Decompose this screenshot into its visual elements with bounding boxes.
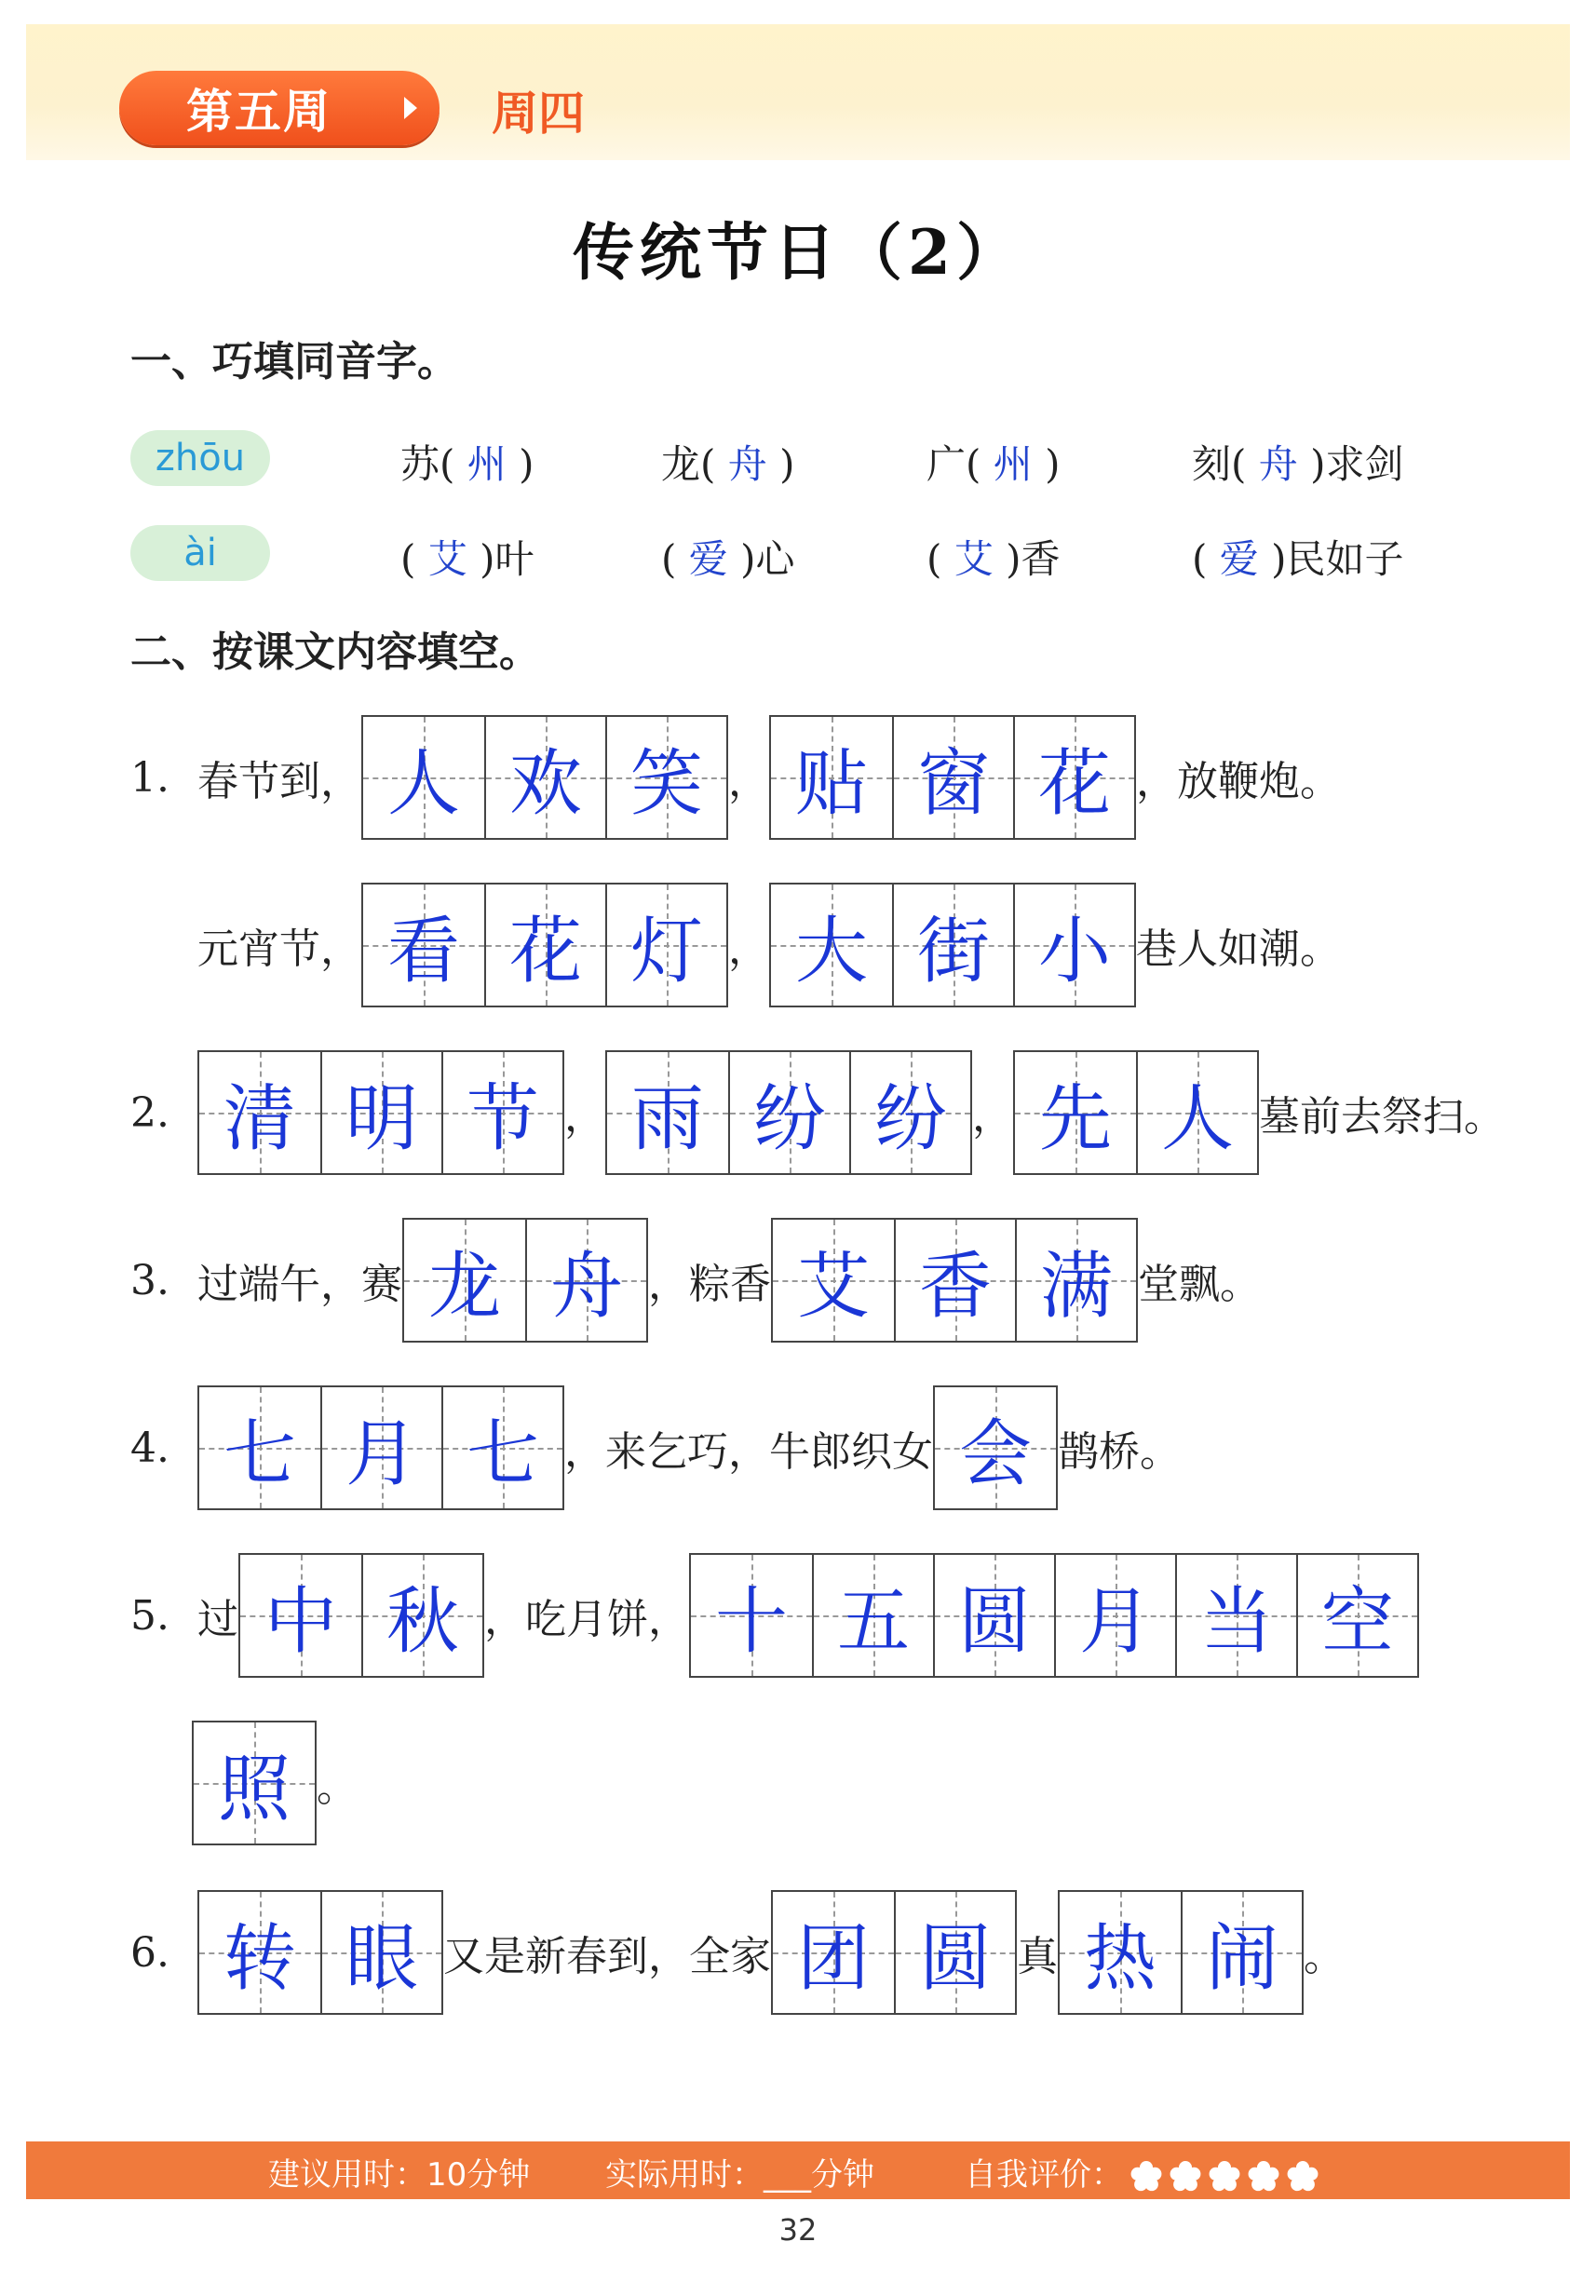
line-text: 过 — [197, 1596, 238, 1643]
fill-line — [130, 1050, 1505, 1175]
line-text: ， — [972, 1093, 1013, 1141]
answer-char: 花 — [1037, 742, 1111, 826]
tianzige-cell[interactable] — [605, 885, 726, 1006]
answer-box-group — [771, 1890, 1017, 2015]
answer-box-group — [197, 1890, 443, 2015]
tianzige-cell[interactable] — [892, 717, 1013, 838]
answer-box-group — [197, 1050, 564, 1175]
item-number: 3. — [130, 1256, 169, 1304]
tianzige-cell[interactable] — [773, 1220, 894, 1341]
tianzige-cell[interactable] — [1181, 1892, 1302, 2013]
tianzige-cell[interactable] — [441, 1387, 562, 1508]
answer-char: 人 — [386, 742, 460, 826]
item-number: 4. — [130, 1424, 169, 1472]
answer-char: 舟 — [549, 1245, 623, 1329]
flower-star-icon[interactable] — [1209, 2161, 1240, 2193]
tianzige-cell[interactable] — [484, 885, 605, 1006]
answer-char: 纷 — [873, 1077, 947, 1161]
self-evaluation-label: 自我评价： — [965, 2156, 1123, 2194]
fill-line — [130, 1553, 1419, 1678]
answer-char: 窗 — [916, 742, 990, 826]
self-evaluation — [965, 2149, 1319, 2195]
line-text: 元宵节， — [197, 925, 361, 973]
tianzige-cell[interactable] — [892, 885, 1013, 1006]
tianzige-cell[interactable] — [199, 1892, 320, 2013]
tianzige-cell[interactable] — [320, 1052, 441, 1173]
line-text: 巷人如潮。 — [1136, 925, 1341, 973]
answer-box-group — [769, 883, 1136, 1007]
flower-star-icon[interactable] — [1287, 2161, 1319, 2193]
answer-text: 舟 — [1246, 441, 1311, 487]
fill-line — [130, 1218, 1261, 1343]
line-text: 。 — [1304, 1933, 1345, 1980]
answer-box-group — [361, 883, 728, 1007]
tianzige-cell[interactable] — [607, 1052, 728, 1173]
tianzige-cell[interactable] — [812, 1555, 933, 1676]
line-text: 真 — [1017, 1933, 1058, 1980]
answer-char: 笑 — [629, 742, 703, 826]
answer-char: 秋 — [385, 1580, 459, 1664]
answer-box-group — [1058, 1890, 1304, 2015]
tianzige-cell[interactable] — [1013, 885, 1134, 1006]
tianzige-cell[interactable] — [771, 885, 892, 1006]
suggested-time: 建议用时：10分钟 — [268, 2156, 531, 2194]
line-text: ，放鞭炮。 — [1136, 758, 1341, 805]
tianzige-cell[interactable] — [773, 1892, 894, 2013]
line-text: ， — [728, 758, 769, 805]
tianzige-cell[interactable] — [771, 717, 892, 838]
tianzige-cell[interactable] — [691, 1555, 812, 1676]
homophone-item: 苏( 州 ) — [400, 441, 534, 487]
answer-char: 先 — [1038, 1077, 1112, 1161]
answer-char: 花 — [508, 910, 582, 993]
line-text: 堂飘。 — [1138, 1261, 1261, 1308]
section2-heading: 二、按课文内容填空。 — [130, 628, 540, 676]
homophone-item: ( 艾 )香 — [926, 536, 1061, 582]
answer-box-group — [771, 1218, 1138, 1343]
answer-text: 州 — [981, 441, 1046, 487]
tianzige-cell[interactable] — [320, 1892, 441, 2013]
answer-char: 人 — [1160, 1077, 1234, 1161]
line-text: ， — [564, 1093, 605, 1141]
homophone-item: 广( 州 ) — [926, 441, 1061, 487]
tianzige-cell[interactable] — [933, 1555, 1054, 1676]
line-text: ， — [728, 925, 769, 973]
fill-line — [130, 1385, 1181, 1510]
day-label: 周四 — [492, 87, 585, 141]
answer-text: 舟 — [715, 441, 780, 487]
answer-text: 艾 — [415, 536, 480, 582]
tianzige-cell[interactable] — [1296, 1555, 1417, 1676]
tianzige-cell[interactable] — [894, 1892, 1015, 2013]
answer-char: 贴 — [794, 742, 868, 826]
answer-char: 团 — [796, 1917, 870, 2001]
answer-text: 艾 — [941, 536, 1007, 582]
answer-box-group — [238, 1553, 484, 1678]
tianzige-cell[interactable] — [404, 1220, 525, 1341]
fill-line — [130, 715, 1341, 840]
answer-char: 节 — [466, 1077, 539, 1161]
answer-char: 中 — [264, 1580, 337, 1664]
answer-char: 雨 — [630, 1077, 704, 1161]
homophone-item: ( 艾 )叶 — [400, 536, 534, 582]
answer-char: 龙 — [427, 1245, 501, 1329]
line-text: 。 — [317, 1763, 358, 1811]
answer-text: 爱 — [1207, 536, 1272, 582]
answer-char: 清 — [223, 1077, 296, 1161]
answer-char: 看 — [386, 910, 460, 993]
answer-char: 月 — [1078, 1580, 1152, 1664]
tianzige-cell[interactable] — [1054, 1555, 1175, 1676]
answer-box-group — [605, 1050, 972, 1175]
tianzige-cell[interactable] — [1013, 717, 1134, 838]
answer-box-group — [361, 715, 728, 840]
tianzige-cell[interactable] — [1175, 1555, 1296, 1676]
answer-box-group — [1013, 1050, 1259, 1175]
answer-char: 圆 — [957, 1580, 1031, 1664]
fill-line — [130, 1890, 1345, 2015]
tianzige-cell[interactable] — [849, 1052, 970, 1173]
answer-char: 闹 — [1205, 1917, 1278, 2001]
homophone-item: 龙( 舟 ) — [661, 441, 795, 487]
tianzige-cell[interactable] — [240, 1555, 361, 1676]
line-text: 又是新春到，全家 — [443, 1933, 771, 1980]
answer-char: 纷 — [752, 1077, 826, 1161]
answer-box-group — [933, 1385, 1058, 1510]
tianzige-cell[interactable] — [605, 717, 726, 838]
line-text: 鹊桥。 — [1058, 1428, 1181, 1476]
tianzige-cell[interactable] — [484, 717, 605, 838]
line-text: ，吃月饼， — [484, 1596, 689, 1643]
answer-char: 空 — [1320, 1580, 1394, 1664]
pinyin-badge: zhōu — [130, 430, 270, 486]
answer-box-group — [769, 715, 1136, 840]
tianzige-cell[interactable] — [199, 1387, 320, 1508]
arrow-right-icon — [404, 97, 417, 119]
answer-char: 大 — [794, 910, 868, 993]
flower-star-icon[interactable] — [1130, 2161, 1162, 2193]
homophone-item: ( 爱 )民如子 — [1192, 536, 1404, 582]
item-number: 6. — [130, 1928, 169, 1977]
answer-char: 照 — [217, 1748, 291, 1831]
answer-char: 小 — [1037, 910, 1111, 993]
answer-text: 州 — [454, 441, 520, 487]
pinyin-badge: ài — [130, 525, 270, 581]
answer-char: 十 — [714, 1580, 788, 1664]
homophone-item: 刻( 舟 )求剑 — [1192, 441, 1404, 487]
tianzige-cell[interactable] — [320, 1387, 441, 1508]
tianzige-cell[interactable] — [199, 1052, 320, 1173]
item-number: 5. — [130, 1591, 169, 1640]
answer-char: 满 — [1039, 1245, 1113, 1329]
answer-char: 街 — [916, 910, 990, 993]
answer-text: 爱 — [676, 536, 741, 582]
answer-char: 眼 — [345, 1917, 418, 2001]
tianzige-cell[interactable] — [1015, 1220, 1136, 1341]
line-text: ，粽香 — [648, 1261, 771, 1308]
week-label: 第五周 — [186, 85, 331, 139]
rating-stars[interactable] — [1123, 2156, 1319, 2194]
answer-char: 香 — [918, 1245, 992, 1329]
homophone-item: ( 爱 )心 — [661, 536, 795, 582]
tianzige-cell[interactable] — [361, 1555, 482, 1676]
answer-char: 艾 — [796, 1245, 870, 1329]
tianzige-cell[interactable] — [441, 1052, 562, 1173]
answer-box-group — [192, 1721, 317, 1845]
tianzige-cell[interactable] — [935, 1387, 1056, 1508]
flower-star-icon[interactable] — [1170, 2161, 1201, 2193]
answer-box-group — [689, 1553, 1419, 1678]
answer-char: 七 — [466, 1412, 539, 1496]
fill-line — [192, 1721, 358, 1845]
tianzige-cell[interactable] — [894, 1220, 1015, 1341]
item-number: 1. — [130, 753, 169, 802]
fill-line — [197, 883, 1341, 1007]
line-text: ，来乞巧，牛郎织女 — [564, 1428, 933, 1476]
tianzige-cell[interactable] — [1015, 1052, 1136, 1173]
answer-char: 转 — [223, 1917, 296, 2001]
answer-char: 热 — [1083, 1917, 1156, 2001]
answer-char: 五 — [836, 1580, 910, 1664]
line-text: 春节到， — [197, 758, 361, 805]
tianzige-cell[interactable] — [363, 885, 484, 1006]
answer-char: 月 — [345, 1412, 418, 1496]
answer-char: 七 — [223, 1412, 296, 1496]
tianzige-cell[interactable] — [194, 1722, 315, 1844]
tianzige-cell[interactable] — [525, 1220, 646, 1341]
tianzige-cell[interactable] — [1060, 1892, 1181, 2013]
page-number: 32 — [778, 2212, 818, 2248]
answer-box-group — [402, 1218, 648, 1343]
answer-char: 当 — [1199, 1580, 1273, 1664]
answer-char: 会 — [958, 1412, 1032, 1496]
section1-heading: 一、巧填同音字。 — [130, 338, 458, 385]
answer-char: 圆 — [918, 1917, 992, 2001]
tianzige-cell[interactable] — [728, 1052, 849, 1173]
tianzige-cell[interactable] — [1136, 1052, 1257, 1173]
actual-time: 实际用时：___分钟 — [605, 2156, 874, 2194]
line-text: 过端午，赛 — [197, 1261, 402, 1308]
answer-char: 欢 — [508, 742, 582, 826]
flower-star-icon[interactable] — [1248, 2161, 1279, 2193]
page-title: 传统节日（2） — [573, 216, 1023, 289]
item-number: 2. — [130, 1088, 169, 1137]
tianzige-cell[interactable] — [363, 717, 484, 838]
answer-box-group — [197, 1385, 564, 1510]
line-text: 墓前去祭扫。 — [1259, 1093, 1505, 1141]
answer-char: 明 — [345, 1077, 418, 1161]
answer-char: 灯 — [629, 910, 703, 993]
